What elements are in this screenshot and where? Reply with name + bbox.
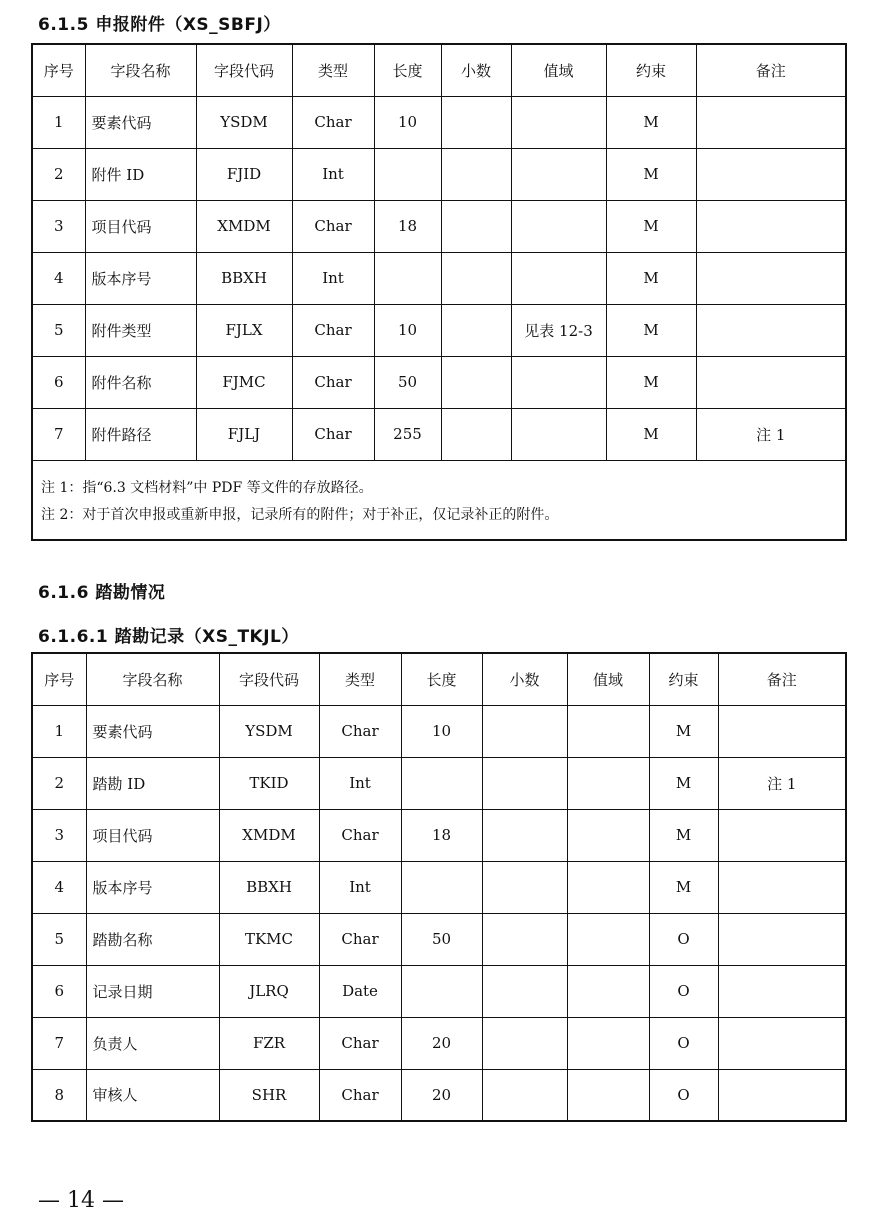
table-cell: 踏勘 ID	[86, 757, 219, 809]
note-2: 注 2：对于首次申报或重新申报，记录所有的附件；对于补正，仅记录补正的附件。	[41, 506, 559, 523]
table-cell: Int	[319, 861, 401, 913]
table-cell	[718, 1069, 846, 1121]
table-cell	[567, 757, 649, 809]
table-cell: 255	[374, 408, 441, 460]
table-cell	[718, 705, 846, 757]
table-cell: 3	[32, 809, 86, 861]
table-cell	[511, 96, 606, 148]
page-number: — 14 —	[38, 1188, 124, 1213]
table-row	[32, 1069, 846, 1121]
table-cell: M	[606, 408, 696, 460]
table-cell	[482, 705, 567, 757]
table-cell: M	[606, 356, 696, 408]
column-header: 序号	[32, 44, 85, 96]
table-cell: 见表 12-3	[511, 304, 606, 356]
table-cell: 注 1	[696, 408, 846, 460]
table-cell	[511, 356, 606, 408]
column-header: 长度	[374, 44, 441, 96]
table-row	[32, 252, 846, 304]
column-header: 小数	[441, 44, 511, 96]
table-cell: 6	[32, 356, 85, 408]
table-row	[32, 304, 846, 356]
table-cell: 版本序号	[86, 861, 219, 913]
table-cell: FZR	[219, 1017, 319, 1069]
table-cell: 要素代码	[85, 96, 196, 148]
header-row	[32, 44, 846, 96]
table-cell: 4	[32, 861, 86, 913]
table-cell: 项目代码	[85, 200, 196, 252]
table-row	[32, 757, 846, 809]
table-cell	[441, 252, 511, 304]
table-cell: 18	[374, 200, 441, 252]
table-cell: O	[649, 1069, 718, 1121]
table-cell: Int	[292, 148, 374, 200]
table-cell: SHR	[219, 1069, 319, 1121]
table-cell	[511, 148, 606, 200]
table-cell: Char	[319, 913, 401, 965]
table-cell	[718, 965, 846, 1017]
table-cell: 18	[401, 809, 482, 861]
section-heading-6-1-5: 6.1.5 申报附件（XS_SBFJ）	[38, 15, 281, 35]
table-cell: 10	[401, 705, 482, 757]
table-cell: Char	[292, 200, 374, 252]
table-cell: 附件类型	[85, 304, 196, 356]
table-cell: O	[649, 965, 718, 1017]
table-cell: YSDM	[219, 705, 319, 757]
table-cell: M	[649, 861, 718, 913]
table-cell: 负责人	[86, 1017, 219, 1069]
table-cell: M	[606, 200, 696, 252]
section-heading-6-1-6-1: 6.1.6.1 踏勘记录（XS_TKJL）	[38, 627, 299, 647]
table-cell: FJLX	[196, 304, 292, 356]
column-header: 备注	[696, 44, 846, 96]
table-cell	[718, 809, 846, 861]
table-cell	[718, 861, 846, 913]
table-cell: 10	[374, 304, 441, 356]
table-cell: Char	[319, 705, 401, 757]
table-cell: Char	[292, 96, 374, 148]
column-header: 小数	[482, 653, 567, 705]
column-header: 字段名称	[85, 44, 196, 96]
table-cell: 50	[374, 356, 441, 408]
table-cell: M	[649, 757, 718, 809]
table-cell	[696, 96, 846, 148]
table-cell: Char	[319, 809, 401, 861]
table-cell	[696, 304, 846, 356]
table-cell	[401, 861, 482, 913]
table-cell: 3	[32, 200, 85, 252]
column-header: 约束	[606, 44, 696, 96]
table-cell: 审核人	[86, 1069, 219, 1121]
table-cell: O	[649, 913, 718, 965]
column-header: 字段名称	[86, 653, 219, 705]
table-cell	[482, 1017, 567, 1069]
table-xs-sbfj	[31, 43, 847, 541]
table-cell	[482, 861, 567, 913]
table-cell: 踏勘名称	[86, 913, 219, 965]
column-header: 序号	[32, 653, 86, 705]
table-cell	[441, 200, 511, 252]
table-row	[32, 200, 846, 252]
table-cell: M	[606, 96, 696, 148]
table-cell: 20	[401, 1069, 482, 1121]
table-cell	[482, 913, 567, 965]
table-cell: JLRQ	[219, 965, 319, 1017]
table-cell	[441, 408, 511, 460]
table-cell: 5	[32, 913, 86, 965]
table-row	[32, 148, 846, 200]
table-cell	[567, 1017, 649, 1069]
table-cell	[482, 757, 567, 809]
table-cell	[441, 304, 511, 356]
table-cell: M	[606, 148, 696, 200]
table-cell	[696, 200, 846, 252]
table-cell: FJLJ	[196, 408, 292, 460]
table-cell: 附件 ID	[85, 148, 196, 200]
table-row	[32, 809, 846, 861]
table-cell: 10	[374, 96, 441, 148]
table-cell: 1	[32, 705, 86, 757]
table-cell	[696, 148, 846, 200]
table-cell	[482, 809, 567, 861]
table-cell: O	[649, 1017, 718, 1069]
table-cell: FJID	[196, 148, 292, 200]
table-row	[32, 408, 846, 460]
table-cell	[718, 913, 846, 965]
table-cell: Char	[319, 1069, 401, 1121]
table-row	[32, 965, 846, 1017]
table-cell: Char	[292, 356, 374, 408]
notes-row	[32, 460, 846, 540]
table-cell: TKID	[219, 757, 319, 809]
table-row	[32, 861, 846, 913]
table-cell: XMDM	[219, 809, 319, 861]
table-cell	[441, 356, 511, 408]
table-cell	[401, 757, 482, 809]
table-cell	[374, 148, 441, 200]
table-cell: TKMC	[219, 913, 319, 965]
table-cell: 7	[32, 1017, 86, 1069]
table-cell	[718, 1017, 846, 1069]
table-cell	[482, 965, 567, 1017]
table-cell: Int	[319, 757, 401, 809]
table-row	[32, 1017, 846, 1069]
table-cell: 2	[32, 148, 85, 200]
table-row	[32, 96, 846, 148]
table-cell: BBXH	[196, 252, 292, 304]
table-cell	[441, 148, 511, 200]
table-cell: Int	[292, 252, 374, 304]
column-header: 约束	[649, 653, 718, 705]
note-1: 注 1：指“6.3 文档材料”中 PDF 等文件的存放路径。	[41, 479, 373, 496]
table-header	[32, 44, 846, 96]
table-header	[32, 653, 846, 705]
table-cell	[567, 965, 649, 1017]
table-cell: 4	[32, 252, 85, 304]
table-cell: M	[606, 252, 696, 304]
table-cell: Date	[319, 965, 401, 1017]
table-cell: M	[649, 705, 718, 757]
table-cell	[401, 965, 482, 1017]
table-cell	[696, 252, 846, 304]
table-cell: 注 1	[718, 757, 846, 809]
column-header: 字段代码	[196, 44, 292, 96]
table-cell: Char	[292, 408, 374, 460]
table-cell: 20	[401, 1017, 482, 1069]
table-cell: 50	[401, 913, 482, 965]
table-cell: XMDM	[196, 200, 292, 252]
table-cell: Char	[319, 1017, 401, 1069]
table-cell: 项目代码	[86, 809, 219, 861]
table-cell	[567, 1069, 649, 1121]
table-cell: Char	[292, 304, 374, 356]
table-cell: 附件名称	[85, 356, 196, 408]
column-header: 字段代码	[219, 653, 319, 705]
table-cell: 5	[32, 304, 85, 356]
column-header: 长度	[401, 653, 482, 705]
table-cell: 要素代码	[86, 705, 219, 757]
table-cell: 6	[32, 965, 86, 1017]
table-cell: 2	[32, 757, 86, 809]
table-cell	[567, 913, 649, 965]
table-cell: 记录日期	[86, 965, 219, 1017]
table-cell	[374, 252, 441, 304]
table-cell: 7	[32, 408, 85, 460]
table-cell	[696, 356, 846, 408]
column-header: 类型	[319, 653, 401, 705]
table-body	[32, 705, 846, 1121]
table-cell: M	[606, 304, 696, 356]
table-cell: 版本序号	[85, 252, 196, 304]
table-cell	[567, 809, 649, 861]
table-cell: M	[649, 809, 718, 861]
table-body	[32, 96, 846, 460]
section-heading-6-1-6: 6.1.6 踏勘情况	[38, 583, 166, 603]
column-header: 值域	[511, 44, 606, 96]
notes-cell	[32, 460, 846, 540]
table-cell	[567, 705, 649, 757]
table-cell	[441, 96, 511, 148]
table-row	[32, 913, 846, 965]
table-cell	[511, 252, 606, 304]
table-xs-tkjl	[31, 652, 847, 1122]
table-cell: 附件路径	[85, 408, 196, 460]
table-row	[32, 356, 846, 408]
table-cell: YSDM	[196, 96, 292, 148]
table-cell	[567, 861, 649, 913]
table-cell: BBXH	[219, 861, 319, 913]
table-cell: 1	[32, 96, 85, 148]
table-cell: FJMC	[196, 356, 292, 408]
table-cell	[511, 200, 606, 252]
table-row	[32, 705, 846, 757]
table-notes	[32, 460, 846, 540]
column-header: 值域	[567, 653, 649, 705]
table-cell: 8	[32, 1069, 86, 1121]
column-header: 备注	[718, 653, 846, 705]
header-row	[32, 653, 846, 705]
column-header: 类型	[292, 44, 374, 96]
table-cell	[482, 1069, 567, 1121]
table-cell	[511, 408, 606, 460]
